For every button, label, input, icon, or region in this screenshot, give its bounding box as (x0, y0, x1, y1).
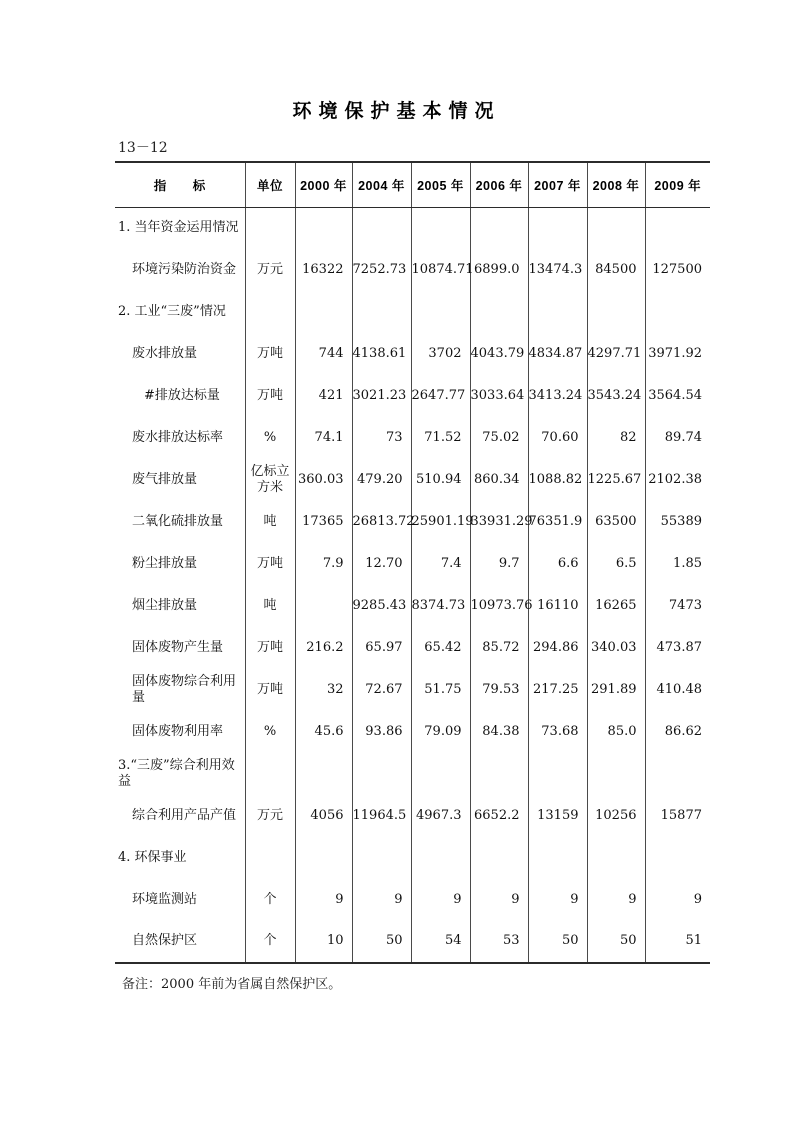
value-cell: 3413.24 (528, 375, 587, 417)
value-cell: 7.9 (295, 543, 352, 585)
table-row (115, 837, 710, 879)
unit-cell: 万吨 (245, 669, 295, 711)
value-cell (645, 207, 710, 249)
value-cell (645, 753, 710, 795)
value-cell (411, 753, 470, 795)
value-cell: 16110 (528, 585, 587, 627)
column-header: 2008 年 (587, 162, 645, 207)
value-cell: 3702 (411, 333, 470, 375)
value-cell: 421 (295, 375, 352, 417)
indicator-cell: 4. 环保事业 (118, 849, 187, 865)
unit-cell (245, 207, 295, 249)
table-row (115, 585, 710, 627)
value-cell: 6.5 (587, 543, 645, 585)
value-cell (470, 291, 528, 333)
value-cell: 10 (295, 921, 352, 963)
value-cell (411, 207, 470, 249)
table-row (115, 879, 710, 921)
indicator-cell: 2. 工业“三废”情况 (118, 303, 226, 319)
value-cell (645, 837, 710, 879)
value-cell: 9 (295, 879, 352, 921)
indicator-cell: 环境监测站 (132, 891, 198, 907)
value-cell: 10973.76 (470, 585, 528, 627)
indicator-cell: 烟尘排放量 (132, 597, 198, 613)
value-cell (352, 207, 411, 249)
unit-cell: 个 (245, 879, 295, 921)
value-cell (352, 291, 411, 333)
value-cell: 7473 (645, 585, 710, 627)
value-cell (295, 837, 352, 879)
value-cell: 4834.87 (528, 333, 587, 375)
table-row (115, 207, 710, 249)
indicator-cell: 3.“三废”综合利用效益 (118, 757, 235, 789)
unit-cell: 吨 (245, 501, 295, 543)
value-cell: 216.2 (295, 627, 352, 669)
column-header: 2006 年 (470, 162, 528, 207)
value-cell: 51 (645, 921, 710, 963)
value-cell: 510.94 (411, 459, 470, 501)
value-cell: 73 (352, 417, 411, 459)
value-cell (411, 837, 470, 879)
table-body (115, 207, 710, 963)
table-row (115, 753, 710, 795)
value-cell: 4967.3 (411, 795, 470, 837)
table-row (115, 795, 710, 837)
footnote: 备注：2000 年前为省属自然保护区。 (122, 977, 342, 992)
value-cell: 50 (352, 921, 411, 963)
value-cell: 3033.64 (470, 375, 528, 417)
table-number: 13－12 (118, 140, 168, 156)
unit-cell: 吨 (245, 585, 295, 627)
value-cell: 33931.29 (470, 501, 528, 543)
value-cell: 63500 (587, 501, 645, 543)
table-row (115, 921, 710, 963)
value-cell (295, 585, 352, 627)
indicator-cell: 固体废物产生量 (132, 639, 224, 655)
value-cell: 10874.71 (411, 249, 470, 291)
table-row (115, 627, 710, 669)
value-cell: 291.89 (587, 669, 645, 711)
value-cell: 4297.71 (587, 333, 645, 375)
unit-cell: 万元 (245, 249, 295, 291)
value-cell (587, 291, 645, 333)
table-header (115, 162, 710, 207)
value-cell: 4138.61 (352, 333, 411, 375)
value-cell (352, 837, 411, 879)
value-cell (470, 753, 528, 795)
value-cell: 12.70 (352, 543, 411, 585)
value-cell: 3543.24 (587, 375, 645, 417)
value-cell (587, 207, 645, 249)
value-cell: 16322 (295, 249, 352, 291)
unit-cell (245, 753, 295, 795)
unit-cell: 个 (245, 921, 295, 963)
column-header: 2007 年 (528, 162, 587, 207)
value-cell: 65.97 (352, 627, 411, 669)
value-cell: 9 (411, 879, 470, 921)
value-cell: 9 (587, 879, 645, 921)
value-cell: 1.85 (645, 543, 710, 585)
statistics-table (115, 161, 710, 964)
table-row (115, 669, 710, 711)
value-cell: 4056 (295, 795, 352, 837)
value-cell: 75.02 (470, 417, 528, 459)
value-cell: 70.60 (528, 417, 587, 459)
unit-cell: 万吨 (245, 543, 295, 585)
indicator-cell: #排放达标量 (144, 387, 220, 403)
value-cell: 71.52 (411, 417, 470, 459)
value-cell: 50 (587, 921, 645, 963)
value-cell (295, 753, 352, 795)
unit-cell (245, 837, 295, 879)
value-cell (528, 837, 587, 879)
value-cell: 76351.9 (528, 501, 587, 543)
value-cell: 85.0 (587, 711, 645, 753)
value-cell: 93.86 (352, 711, 411, 753)
value-cell: 2647.77 (411, 375, 470, 417)
value-cell: 9.7 (470, 543, 528, 585)
value-cell: 6.6 (528, 543, 587, 585)
unit-cell: 万吨 (245, 375, 295, 417)
value-cell: 13474.3 (528, 249, 587, 291)
value-cell: 1088.82 (528, 459, 587, 501)
column-header: 2009 年 (645, 162, 710, 207)
value-cell: 217.25 (528, 669, 587, 711)
value-cell: 9 (645, 879, 710, 921)
value-cell (470, 837, 528, 879)
value-cell: 74.1 (295, 417, 352, 459)
value-cell: 3971.92 (645, 333, 710, 375)
value-cell: 744 (295, 333, 352, 375)
value-cell: 72.67 (352, 669, 411, 711)
value-cell (352, 753, 411, 795)
value-cell: 410.48 (645, 669, 710, 711)
value-cell: 7.4 (411, 543, 470, 585)
value-cell: 65.42 (411, 627, 470, 669)
value-cell: 17365 (295, 501, 352, 543)
unit-cell: % (245, 711, 295, 753)
value-cell (295, 291, 352, 333)
value-cell (295, 207, 352, 249)
header-row (115, 162, 710, 207)
value-cell (587, 753, 645, 795)
value-cell: 479.20 (352, 459, 411, 501)
value-cell: 15877 (645, 795, 710, 837)
table-row (115, 543, 710, 585)
value-cell: 85.72 (470, 627, 528, 669)
value-cell: 6899.0 (470, 249, 528, 291)
table-row (115, 375, 710, 417)
value-cell: 32 (295, 669, 352, 711)
value-cell: 55389 (645, 501, 710, 543)
value-cell: 9 (470, 879, 528, 921)
value-cell (470, 207, 528, 249)
value-cell: 86.62 (645, 711, 710, 753)
value-cell: 54 (411, 921, 470, 963)
value-cell (587, 837, 645, 879)
value-cell: 9285.43 (352, 585, 411, 627)
value-cell: 50 (528, 921, 587, 963)
value-cell (528, 753, 587, 795)
unit-cell: 亿标立方米 (245, 459, 295, 501)
table-row (115, 291, 710, 333)
value-cell: 79.53 (470, 669, 528, 711)
indicator-cell: 废水排放达标率 (132, 429, 224, 445)
indicator-cell: 废气排放量 (132, 471, 198, 487)
value-cell (645, 291, 710, 333)
indicator-cell: 粉尘排放量 (132, 555, 198, 571)
value-cell: 1225.67 (587, 459, 645, 501)
value-cell: 7252.73 (352, 249, 411, 291)
indicator-cell: 固体废物利用率 (132, 723, 224, 739)
column-header: 2004 年 (352, 162, 411, 207)
value-cell: 84.38 (470, 711, 528, 753)
value-cell: 3021.23 (352, 375, 411, 417)
indicator-cell: 综合利用产品产值 (132, 807, 237, 823)
value-cell: 51.75 (411, 669, 470, 711)
table-row (115, 333, 710, 375)
value-cell (528, 207, 587, 249)
value-cell: 84500 (587, 249, 645, 291)
unit-cell: 万吨 (245, 333, 295, 375)
value-cell: 82 (587, 417, 645, 459)
value-cell: 25901.19 (411, 501, 470, 543)
value-cell: 10256 (587, 795, 645, 837)
value-cell: 473.87 (645, 627, 710, 669)
indicator-cell: 二氧化硫排放量 (132, 513, 224, 529)
column-header: 单位 (245, 162, 295, 207)
value-cell: 45.6 (295, 711, 352, 753)
value-cell: 13159 (528, 795, 587, 837)
value-cell: 860.34 (470, 459, 528, 501)
indicator-cell: 自然保护区 (132, 933, 198, 949)
value-cell: 360.03 (295, 459, 352, 501)
value-cell (528, 291, 587, 333)
value-cell: 9 (352, 879, 411, 921)
table-row (115, 249, 710, 291)
indicator-cell: 固体废物综合利用量 (132, 673, 237, 705)
column-header: 2000 年 (295, 162, 352, 207)
value-cell: 6652.2 (470, 795, 528, 837)
table-row (115, 711, 710, 753)
value-cell: 127500 (645, 249, 710, 291)
table-row (115, 459, 710, 501)
unit-cell: 万吨 (245, 627, 295, 669)
table-row (115, 501, 710, 543)
column-header: 指 标 (115, 162, 245, 207)
value-cell: 294.86 (528, 627, 587, 669)
unit-cell: % (245, 417, 295, 459)
value-cell: 4043.79 (470, 333, 528, 375)
indicator-cell: 1. 当年资金运用情况 (118, 220, 239, 236)
unit-cell: 万元 (245, 795, 295, 837)
value-cell: 3564.54 (645, 375, 710, 417)
value-cell: 340.03 (587, 627, 645, 669)
indicator-cell: 环境污染防治资金 (132, 261, 237, 277)
column-header: 2005 年 (411, 162, 470, 207)
page-title: 环境保护基本情况 (292, 101, 501, 122)
value-cell: 8374.73 (411, 585, 470, 627)
unit-cell (245, 291, 295, 333)
table-row (115, 417, 710, 459)
value-cell: 11964.5 (352, 795, 411, 837)
value-cell: 2102.38 (645, 459, 710, 501)
value-cell: 16265 (587, 585, 645, 627)
value-cell: 89.74 (645, 417, 710, 459)
value-cell: 79.09 (411, 711, 470, 753)
indicator-cell: 废水排放量 (132, 345, 198, 361)
value-cell: 26813.72 (352, 501, 411, 543)
value-cell: 53 (470, 921, 528, 963)
value-cell: 9 (528, 879, 587, 921)
value-cell (411, 291, 470, 333)
value-cell: 73.68 (528, 711, 587, 753)
